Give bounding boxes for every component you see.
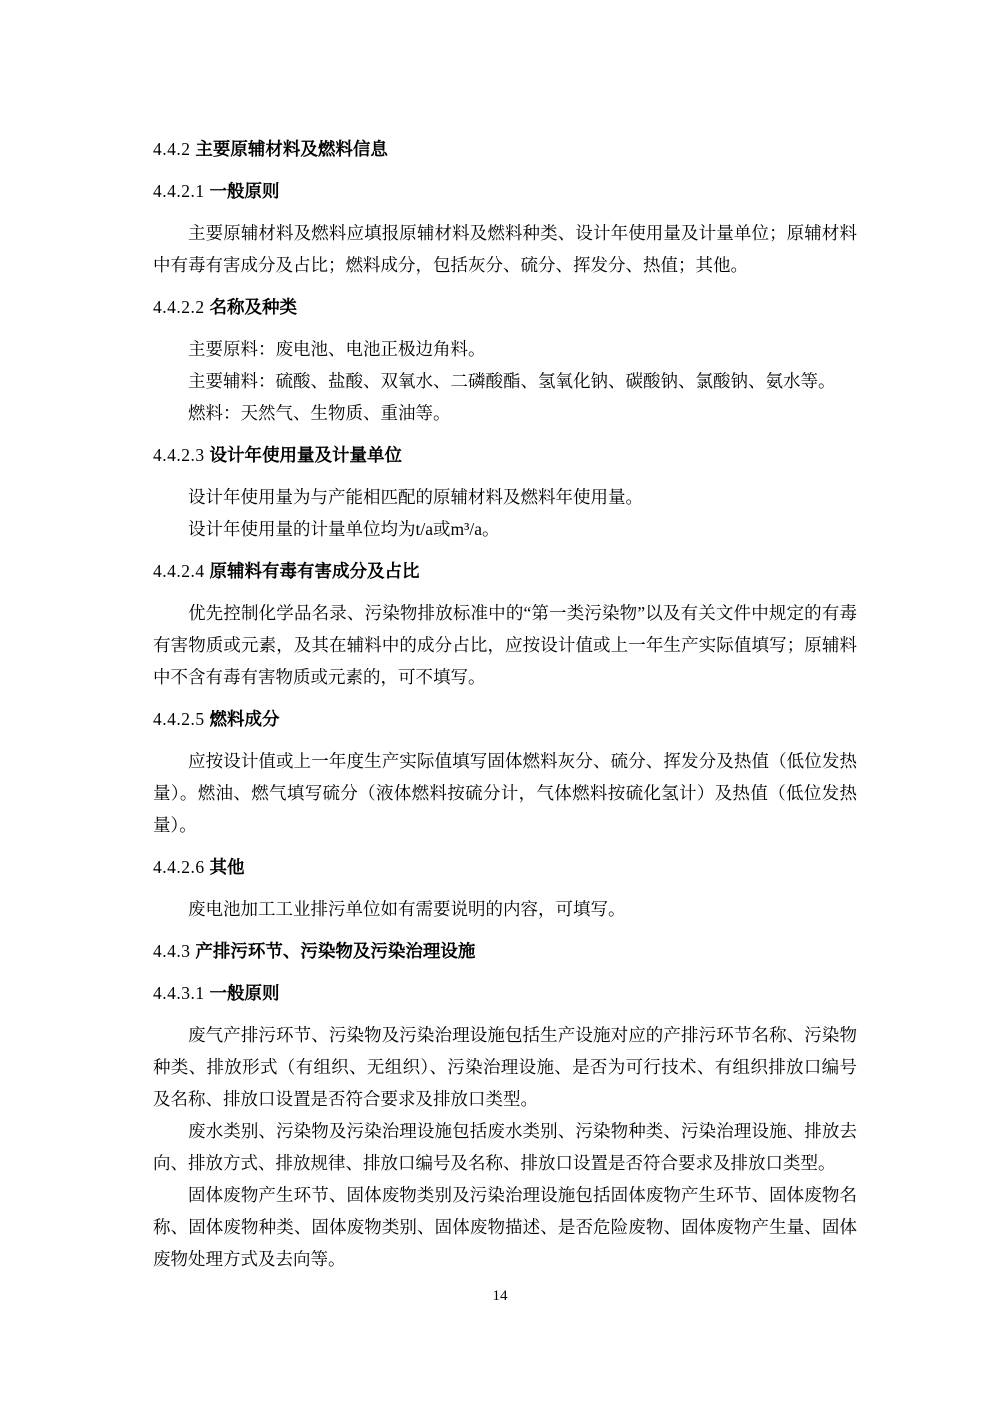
section-heading xyxy=(153,555,857,587)
paragraph: 主要原料：废电池、电池正极边角料。 xyxy=(188,339,486,359)
heading-number: 4.4.2.6 xyxy=(153,857,210,877)
paragraph: 主要辅料：硫酸、盐酸、双氧水、二磷酸酯、氢氧化钠、碳酸钠、氯酸钠、氨水等。 xyxy=(188,371,836,391)
heading-title: 主要原辅材料及燃料信息 xyxy=(195,139,388,159)
paragraph: 废水类别、污染物及污染治理设施包括废水类别、污染物种类、污染治理设施、排放去向、排放方式、排放规律、排放口编号及名称、排放口设置是否符合要求及排放口类型。 xyxy=(153,1121,857,1173)
paragraph: 应按设计值或上一年度生产实际值填写固体燃料灰分、硫分、挥发分及热值（低位发热量）。燃油、燃气填写硫分（液体燃料按硫分计，气体燃料按硫化氢计）及热值（低位发热量）。 xyxy=(153,751,857,835)
paragraph: 固体废物产生环节、固体废物类别及污染治理设施包括固体废物产生环节、固体废物名称、固体废物种类、固体废物类别、固体废物描述、是否危险废物、固体废物产生量、固体废物处理方式及去向等。 xyxy=(153,1185,857,1269)
heading-number: 4.4.3 xyxy=(153,941,196,961)
paragraph: 燃料：天然气、生物质、重油等。 xyxy=(188,403,451,423)
section-heading xyxy=(153,291,857,323)
section-heading xyxy=(153,703,857,735)
section-heading xyxy=(153,851,857,883)
paragraph: 废气产排污环节、污染物及污染治理设施包括生产设施对应的产排污环节名称、污染物种类、排放形式（有组织、无组织）、污染治理设施、是否为可行技术、有组织排放口编号及名称、排放口设置是否符合要求及排放口类型。 xyxy=(153,1025,857,1109)
paragraph: 主要原辅材料及燃料应填报原辅材料及燃料种类、设计年使用量及计量单位；原辅材料中有毒有害成分及占比；燃料成分，包括灰分、硫分、挥发分、热值；其他。 xyxy=(153,223,857,275)
paragraph: 设计年使用量的计量单位均为t/a或m³/a。 xyxy=(188,519,500,539)
document-body xyxy=(153,0,857,1275)
heading-number: 4.4.2.2 xyxy=(153,297,210,317)
heading-title: 产排污环节、污染物及污染治理设施 xyxy=(195,941,476,961)
heading-title: 原辅料有毒有害成分及占比 xyxy=(209,561,420,581)
heading-title: 名称及种类 xyxy=(209,297,297,317)
heading-title: 其他 xyxy=(209,857,245,877)
section-heading xyxy=(153,935,857,967)
paragraph: 废电池加工工业排污单位如有需要说明的内容，可填写。 xyxy=(188,899,626,919)
paragraph: 优先控制化学品名录、污染物排放标准中的“第一类污染物”以及有关文件中规定的有毒有害物质或元素，及其在辅料中的成分占比，应按设计值或上一年生产实际值填写；原辅料中不含有毒有害物质或元素的，可不填写。 xyxy=(153,603,857,687)
heading-number: 4.4.2.1 xyxy=(153,181,210,201)
heading-title: 一般原则 xyxy=(209,181,280,201)
page-footer xyxy=(0,1286,1000,1306)
section-heading xyxy=(153,175,857,207)
section-heading xyxy=(153,439,857,471)
heading-number: 4.4.2 xyxy=(153,139,196,159)
heading-number: 4.4.2.3 xyxy=(153,445,210,465)
heading-number: 4.4.2.4 xyxy=(153,561,210,581)
paragraph: 设计年使用量为与产能相匹配的原辅材料及燃料年使用量。 xyxy=(188,487,643,507)
section-heading xyxy=(153,977,857,1009)
heading-title: 燃料成分 xyxy=(209,709,280,729)
page-number: 14 xyxy=(492,1288,508,1304)
heading-number: 4.4.3.1 xyxy=(153,983,210,1003)
heading-number: 4.4.2.5 xyxy=(153,709,210,729)
heading-title: 一般原则 xyxy=(209,983,280,1003)
section-heading xyxy=(153,133,857,165)
heading-title: 设计年使用量及计量单位 xyxy=(209,445,402,465)
